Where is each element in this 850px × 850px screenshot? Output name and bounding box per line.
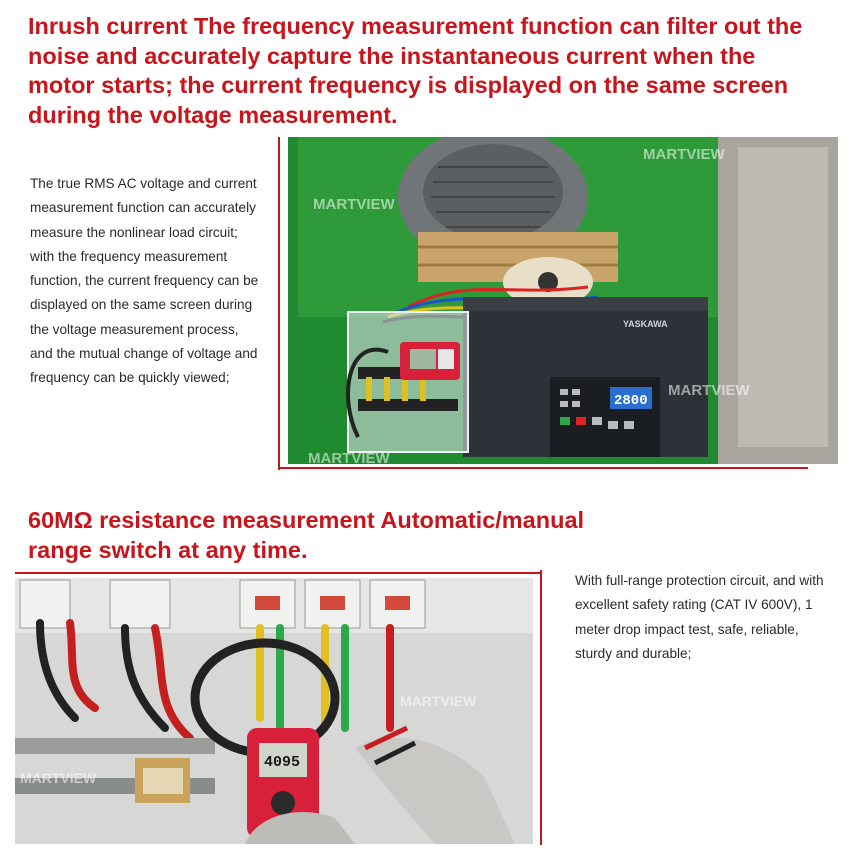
section1-accent-line-vertical: [278, 137, 280, 470]
watermark: MARTVIEW: [313, 196, 395, 213]
watermark: MARTVIEW: [20, 770, 97, 786]
watermark: MARTVIEW: [308, 450, 390, 464]
section2-accent-line-horizontal: [15, 572, 540, 574]
panel-illustration: [15, 578, 533, 844]
watermark: MARTVIEW: [643, 146, 725, 163]
section1-headline: Inrush current The frequency measurement function can filter out the noise and accurately capture the instantaneous current when the motor starts; the current frequency is displayed on the same screen during the voltage measurement.: [28, 13, 803, 128]
section2-photo-distribution-panel: [15, 578, 533, 844]
section2-headline: 60MΩ resistance measurement Automatic/manual range switch at any time.: [28, 507, 585, 563]
watermark: MARTVIEW: [668, 382, 750, 399]
meter-display: 4095: [264, 754, 301, 771]
section1-accent-line-horizontal: [278, 467, 808, 469]
section1-description: The true RMS AC voltage and current measurement function can accurately measure the nonlinear load circuit; with the frequency measurement function, the current frequency can be displayed on the same screen during the voltage measurement process, and the mutual change of voltage and frequency can be quickly viewed;: [30, 176, 259, 386]
inverter-display: 2800: [614, 393, 648, 409]
section1-photo-inverter-cabinet: [288, 137, 838, 464]
watermark: MARTVIEW: [400, 693, 477, 709]
section2-accent-line-vertical: [540, 570, 542, 845]
cabinet-illustration: [288, 137, 838, 464]
section2-description: With full-range protection circuit, and with excellent safety rating (CAT IV 600V), 1 meter drop impact test, safe, reliable, sturdy and durable;: [575, 573, 824, 661]
inverter-brand-label: YASKAWA: [623, 319, 668, 329]
